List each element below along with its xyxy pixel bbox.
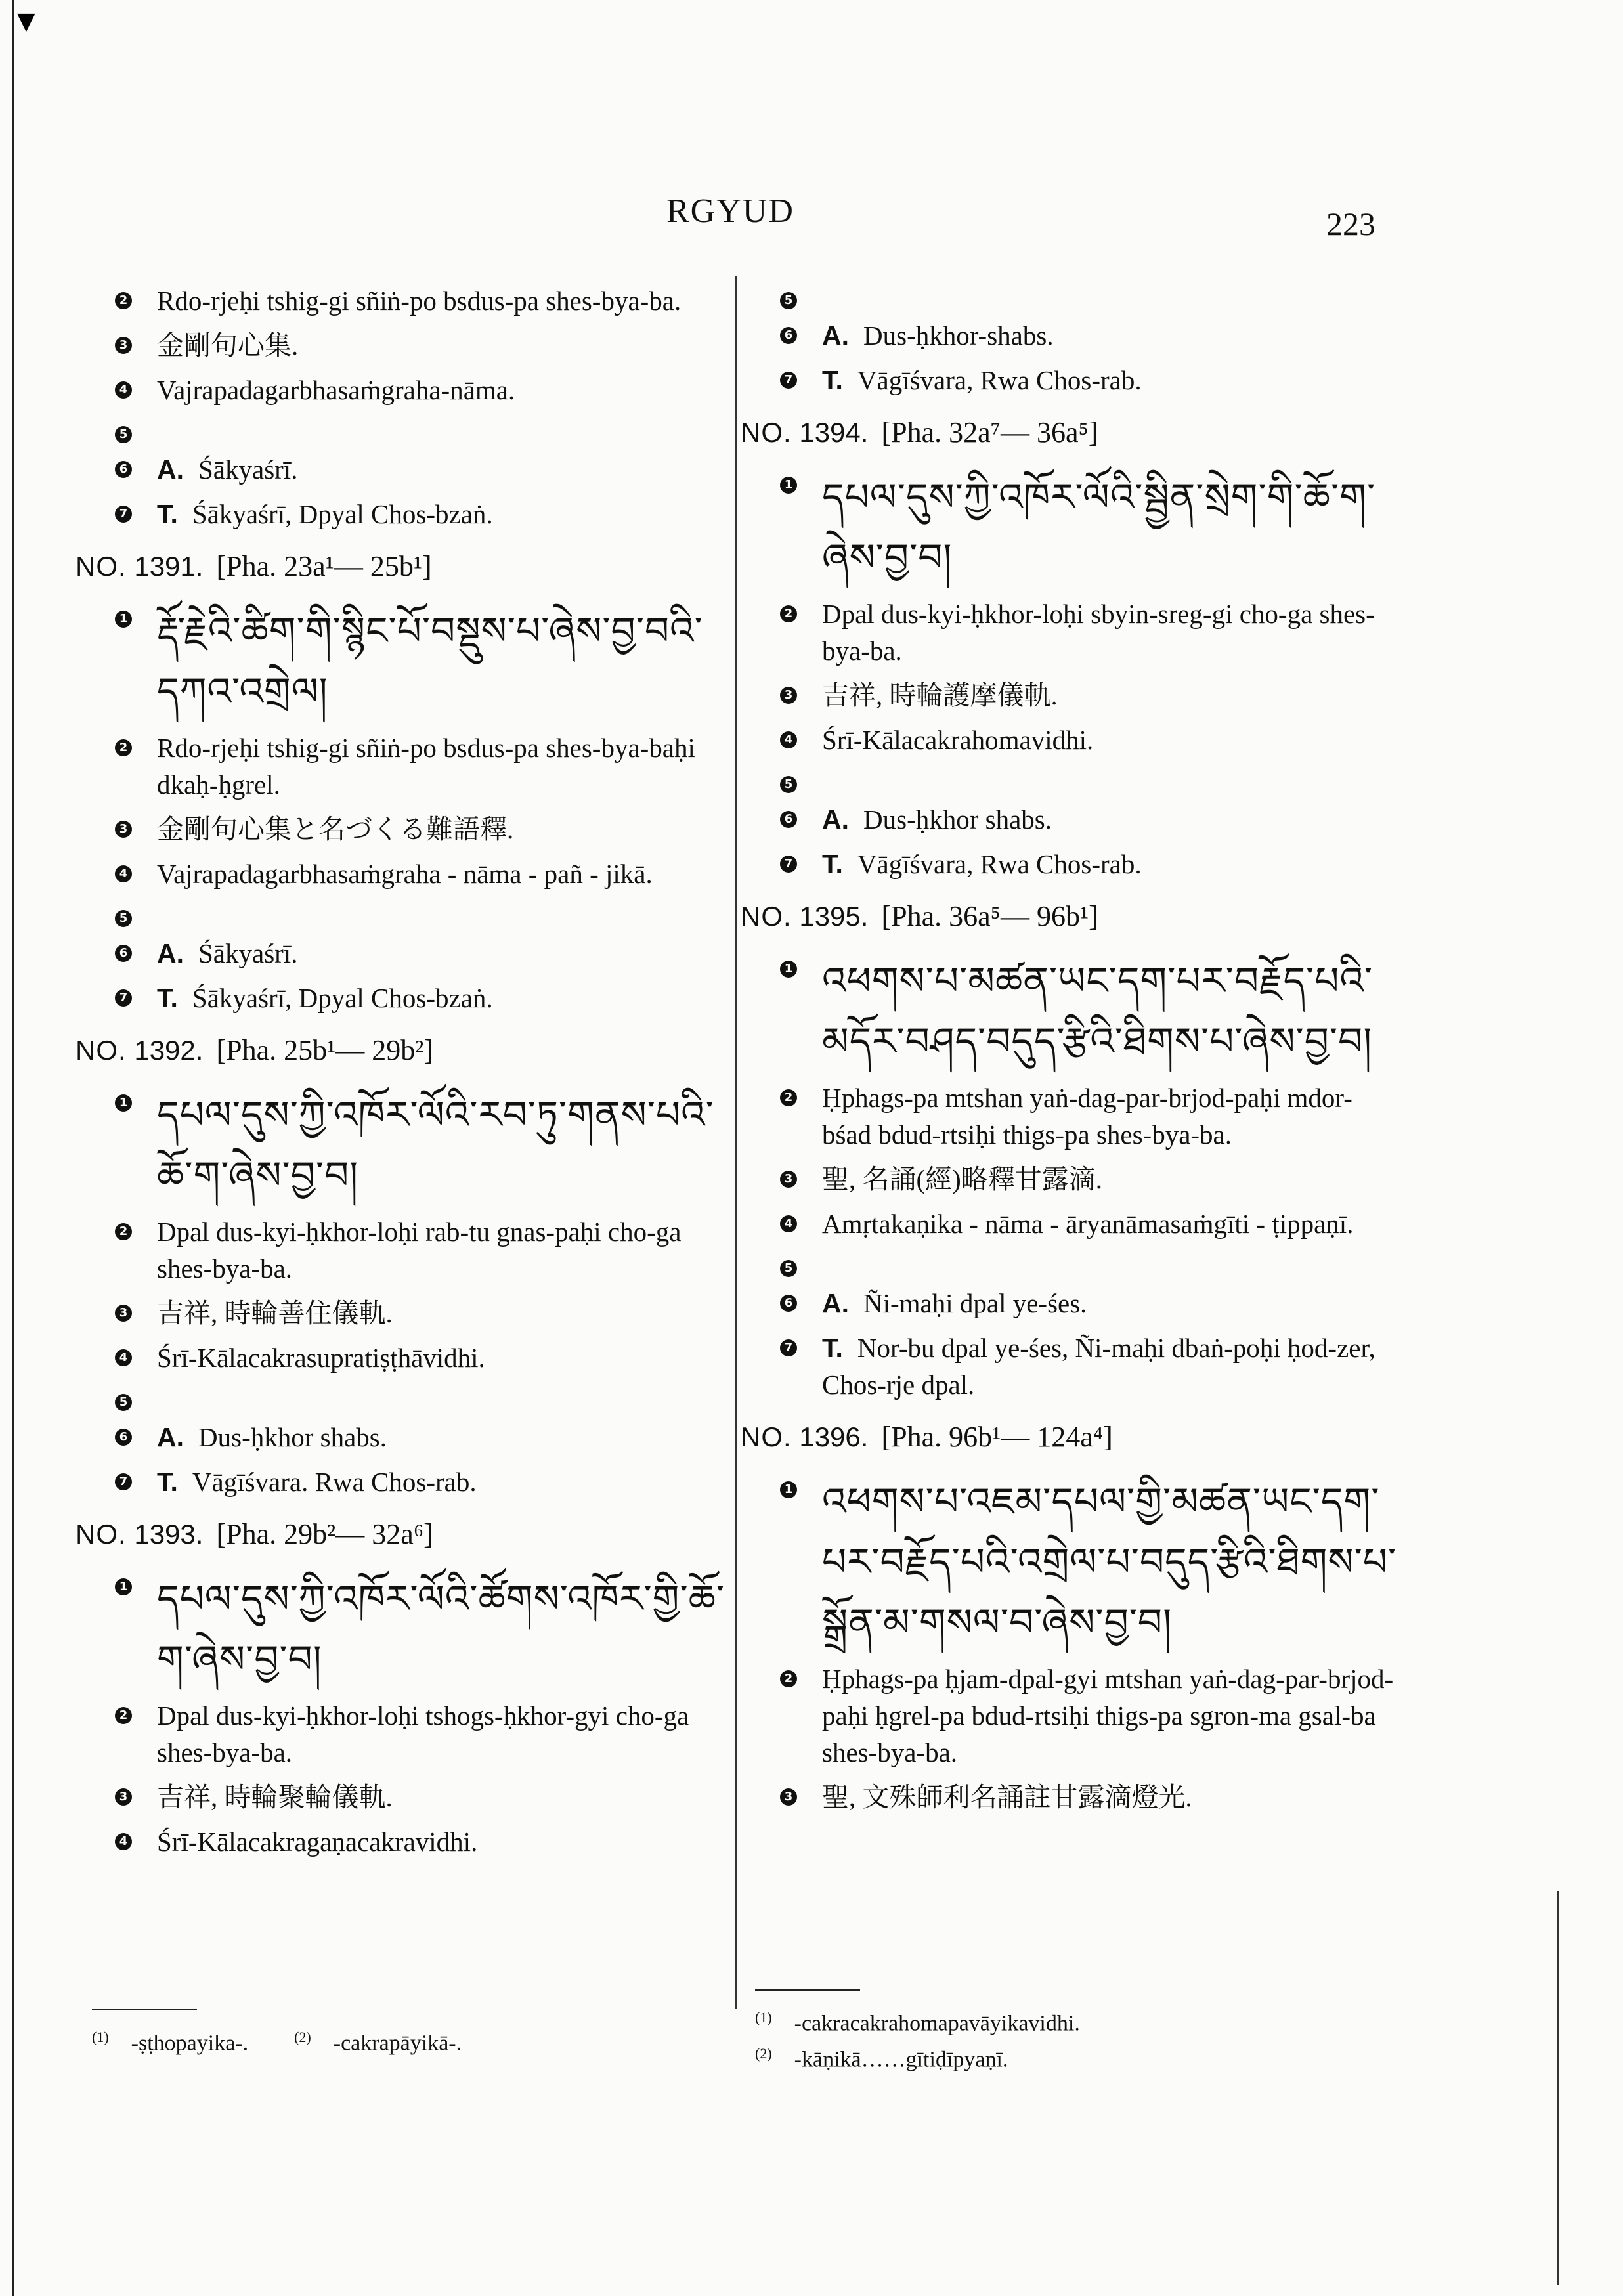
field-text	[157, 282, 732, 319]
corner-mark: ▼	[17, 8, 35, 35]
field-value: 吉祥, 時輪善住儀軌.	[157, 1298, 393, 1328]
field-value: Amṛtakaṇika - nāma - āryanāmasaṁgīti - ṭippaṇī.	[822, 1209, 1354, 1239]
field-number-badge: 5	[780, 776, 797, 793]
field-role: T.	[822, 849, 843, 879]
field-text	[157, 1213, 732, 1287]
field-text	[822, 846, 1397, 882]
entry-no-value: 1393.	[134, 1519, 204, 1549]
field-number-badge: 1	[115, 611, 132, 628]
field-text	[157, 900, 732, 926]
field-number-badge: 2	[115, 1707, 132, 1724]
entry-no-value: 1396.	[799, 1421, 869, 1452]
field-value: དཔལ་དུས་ཀྱི་འཁོར་ལོའི་ཚོགས་འཁོར་གྱི་ཆོ་ག་ཞེས་བྱ་བ།	[157, 1576, 725, 1681]
field-number-badge: 7	[115, 1473, 132, 1490]
folio-reference: [Pha. 25b¹— 29b²]	[216, 1034, 434, 1066]
entry-heading	[76, 1031, 732, 1070]
field-1	[76, 1569, 732, 1689]
folio-reference: [Pha. 23a¹— 25b¹]	[216, 550, 432, 582]
field-number-badge: 3	[780, 1171, 797, 1188]
field-number-badge: 1	[115, 1094, 132, 1112]
field-value: Śākyaśrī, Dpyal Chos-bzaṅ.	[192, 983, 493, 1013]
field-number-badge: 6	[780, 811, 797, 828]
field-value: Śākyaśrī.	[198, 454, 298, 485]
column-divider	[735, 276, 737, 2009]
field-value: Rdo-rjeḥi tshig-gi sñiṅ-po bsdus-pa shes-bya-ba.	[157, 286, 682, 316]
field-number-badge: 2	[780, 1089, 797, 1106]
entry-no-label: NO.	[741, 901, 792, 932]
field-2	[76, 1213, 732, 1287]
field-6	[76, 1419, 732, 1456]
field-number-badge: 7	[780, 372, 797, 389]
field-text	[822, 1660, 1397, 1771]
field-7	[741, 1330, 1397, 1403]
tibetan-title	[157, 1085, 732, 1205]
field-number-badge: 6	[780, 1295, 797, 1312]
field-value: Śākyaśrī, Dpyal Chos-bzaṅ.	[192, 499, 493, 529]
footnotes-left	[92, 2009, 508, 2058]
field-number-badge: 5	[115, 1394, 132, 1411]
field-value: 金剛句心集.	[157, 330, 299, 360]
field-number-badge: 2	[780, 1670, 797, 1687]
entry-no-value: 1394.	[799, 417, 869, 448]
entry-no-value: 1392.	[134, 1035, 204, 1066]
field-value: 聖, 文殊師利名誦註甘露滴燈光.	[822, 1782, 1192, 1812]
field-value: Vāgīśvara, Rwa Chos-rab.	[857, 365, 1142, 395]
field-value: Vāgīśvara. Rwa Chos-rab.	[192, 1467, 477, 1497]
field-number-badge: 7	[780, 856, 797, 873]
field-value: Ñi-maḥi dpal ye-śes.	[863, 1288, 1087, 1318]
field-number-badge: 2	[115, 292, 132, 309]
field-6	[741, 1285, 1397, 1322]
field-text	[157, 327, 732, 364]
footnote-mark: (1)	[755, 2009, 772, 2025]
entry-heading	[741, 413, 1397, 452]
field-4	[76, 856, 732, 892]
field-value: 金剛句心集と名づくる難語釋.	[157, 814, 514, 844]
field-text	[822, 722, 1397, 758]
field-text	[822, 1161, 1397, 1198]
field-text	[157, 856, 732, 892]
entry-no-label: NO.	[76, 1519, 127, 1549]
folio-reference: [Pha. 36a⁵— 96b¹]	[881, 900, 1098, 932]
entry-number	[741, 1421, 868, 1452]
footnote	[294, 2022, 462, 2058]
field-5	[76, 1384, 732, 1411]
field-text	[157, 811, 732, 848]
field-number-badge: 4	[115, 865, 132, 882]
entry-number	[76, 551, 203, 582]
field-text	[822, 801, 1397, 838]
field-7	[76, 1463, 732, 1500]
folio-reference: [Pha. 29b²— 32a⁶]	[216, 1518, 433, 1550]
field-role: A.	[157, 938, 184, 968]
footnotes-right	[755, 1989, 1080, 2075]
field-2	[741, 1079, 1397, 1153]
field-value: Ḥphags-pa ḥjam-dpal-gyi mtshan yaṅ-dag-par-brjod-paḥi ḥgrel-pa bdud-rtsiḥi thigs-pa sgron-ma gsal-ba shes-bya-ba.	[822, 1664, 1394, 1767]
entry-number	[76, 1035, 203, 1066]
field-7	[76, 496, 732, 532]
field-text	[822, 1250, 1397, 1276]
field-text	[822, 766, 1397, 792]
field-6	[76, 451, 732, 488]
field-number-badge: 5	[115, 426, 132, 443]
entry-number	[741, 417, 868, 448]
field-value: Ḥphags-pa mtshan yaṅ-dag-par-brjod-paḥi mdor-bśad bdud-rtsiḥi thigs-pa shes-bya-ba.	[822, 1083, 1352, 1150]
field-number-badge: 2	[780, 605, 797, 622]
field-3	[76, 1295, 732, 1332]
field-1	[76, 601, 732, 722]
field-value: Śrī-Kālacakrasupratiṣṭhāvidhi.	[157, 1343, 485, 1373]
field-number-badge: 6	[780, 327, 797, 344]
right-column	[741, 282, 1397, 1823]
field-text	[157, 935, 732, 972]
footnote-text: -cakracakrahomapavāyikavidhi.	[794, 2011, 1080, 2036]
field-text	[157, 496, 732, 532]
footnote-text: -ṣṭhopayika-.	[131, 2031, 249, 2056]
entry-no-label: NO.	[76, 1035, 127, 1066]
field-text	[822, 1330, 1397, 1403]
field-text	[157, 451, 732, 488]
field-7	[741, 846, 1397, 882]
field-value: Dus-ḥkhor-shabs.	[863, 320, 1054, 351]
field-number-badge: 6	[115, 1429, 132, 1446]
field-4	[741, 722, 1397, 758]
field-1	[741, 951, 1397, 1072]
field-text	[822, 1779, 1397, 1815]
field-7	[76, 980, 732, 1016]
field-text	[822, 1079, 1397, 1153]
field-3	[741, 1779, 1397, 1815]
entry-no-label: NO.	[741, 1421, 792, 1452]
field-2	[741, 1660, 1397, 1771]
field-2	[741, 596, 1397, 669]
field-3	[741, 677, 1397, 714]
tibetan-title	[157, 601, 732, 722]
field-value: དཔལ་དུས་ཀྱི་འཁོར་ལོའི་རབ་ཏུ་གནས་པའི་ཆོ་ག་ཞེས་བྱ་བ།	[157, 1093, 714, 1198]
field-text	[157, 1823, 732, 1860]
catalog-entry	[76, 1515, 732, 1860]
field-number-badge: 4	[115, 381, 132, 399]
catalog-entry	[76, 1031, 732, 1500]
field-5	[76, 900, 732, 927]
entry-no-value: 1391.	[134, 551, 204, 582]
page-title: RGYUD	[666, 192, 794, 230]
tibetan-title	[822, 1471, 1397, 1653]
field-value: Dus-ḥkhor shabs.	[198, 1422, 387, 1452]
entry-number	[741, 901, 868, 932]
field-number-badge: 6	[115, 461, 132, 478]
field-1	[741, 1471, 1397, 1653]
field-6	[741, 317, 1397, 354]
field-text	[157, 372, 732, 408]
field-value: Nor-bu dpal ye-śes, Ñi-maḥi dbaṅ-poḥi ḥod-zer, Chos-rje dpal.	[822, 1333, 1375, 1400]
field-role: T.	[157, 983, 178, 1013]
field-value: Śākyaśrī.	[198, 938, 298, 968]
folio-reference: [Pha. 32a⁷— 36a⁵]	[881, 416, 1098, 448]
field-number-badge: 3	[780, 1788, 797, 1806]
scan-edge-right	[1557, 1891, 1559, 2285]
footnote-rule	[755, 1989, 860, 1991]
field-number-badge: 5	[115, 910, 132, 927]
field-number-badge: 4	[115, 1349, 132, 1366]
field-value: འཕགས་པ་མཚན་ཡང་དག་པར་བརྗོད་པའི་མདོར་བཤད་བདུད་རྩིའི་ཐིགས་པ་ཞེས་བྱ་བ།	[822, 959, 1374, 1064]
entry-heading	[741, 1418, 1397, 1457]
footnote	[92, 2022, 248, 2058]
left-column	[76, 282, 732, 1868]
field-value: Śrī-Kālacakragaṇacakravidhi.	[157, 1827, 478, 1857]
field-value: Śrī-Kālacakrahomavidhi.	[822, 725, 1094, 755]
field-number-badge: 7	[780, 1339, 797, 1356]
field-role: A.	[822, 1288, 849, 1318]
field-value: Rdo-rjeḥi tshig-gi sñiṅ-po bsdus-pa shes-bya-baḥi dkaḥ-ḥgrel.	[157, 733, 695, 800]
field-value: Dus-ḥkhor shabs.	[863, 804, 1052, 834]
field-text	[157, 1463, 732, 1500]
footnote-rule	[92, 2009, 197, 2010]
field-number-badge: 4	[115, 1833, 132, 1850]
entry-no-label: NO.	[76, 551, 127, 582]
footnote-text: -kāṇikā……gītiḍīpyaṇī.	[794, 2047, 1008, 2072]
field-text	[157, 1697, 732, 1771]
field-value: Dpal dus-kyi-ḥkhor-loḥi sbyin-sreg-gi cho-ga shes-bya-ba.	[822, 599, 1375, 666]
field-number-badge: 4	[780, 731, 797, 748]
field-2	[76, 282, 732, 319]
field-4	[741, 1205, 1397, 1242]
field-5	[741, 766, 1397, 793]
field-2	[76, 1697, 732, 1771]
field-value: འཕགས་པ་འཇམ་དཔལ་གྱི་མཚན་ཡང་དག་པར་བརྗོད་པའི་འགྲེལ་པ་བདུད་རྩིའི་ཐིགས་པ་སྒྲོན་མ་གསལ་བ་ཞེས་བྱ་བ།	[822, 1479, 1397, 1645]
field-text	[157, 1339, 732, 1376]
field-number-badge: 1	[780, 961, 797, 978]
field-number-badge: 3	[780, 687, 797, 704]
field-text	[157, 980, 732, 1016]
field-value: དཔལ་དུས་ཀྱི་འཁོར་ལོའི་སྦྱིན་སྲེག་གི་ཆོ་ག་ཞེས་བྱ་བ།	[822, 475, 1376, 580]
field-5	[741, 282, 1397, 309]
field-number-badge: 1	[115, 1578, 132, 1595]
field-number-badge: 3	[115, 337, 132, 354]
field-text	[822, 282, 1397, 309]
folio-reference: [Pha. 96b¹— 124a⁴]	[881, 1421, 1113, 1453]
field-text	[822, 317, 1397, 354]
footnote-text: -cakrapāyikā-.	[333, 2031, 462, 2056]
field-text	[157, 1384, 732, 1410]
field-number-badge: 7	[115, 506, 132, 523]
field-text	[822, 596, 1397, 669]
field-5	[76, 416, 732, 443]
catalog-entry	[741, 897, 1397, 1403]
footnote-mark: (1)	[92, 2029, 109, 2045]
page-number: 223	[1326, 206, 1375, 242]
field-value: 吉祥, 時輪護摩儀軌.	[822, 680, 1058, 710]
field-3	[741, 1161, 1397, 1198]
tibetan-title	[157, 1569, 732, 1689]
entry-heading	[741, 897, 1397, 936]
footnote-mark: (2)	[294, 2029, 311, 2045]
field-number-badge: 5	[780, 292, 797, 309]
entry-number	[76, 1519, 203, 1549]
entry-no-label: NO.	[741, 417, 792, 448]
field-6	[741, 801, 1397, 838]
field-role: T.	[822, 365, 843, 395]
field-role: T.	[157, 1467, 178, 1497]
field-number-badge: 2	[115, 1223, 132, 1240]
field-text	[822, 362, 1397, 399]
field-value: རྡོ་རྗེའི་ཚིག་གི་སྙིང་པོ་བསྡུས་པ་ཞེས་བྱ་བའི་དཀའ་འགྲེལ།	[157, 609, 703, 714]
field-number-badge: 7	[115, 989, 132, 1007]
field-role: A.	[157, 454, 184, 485]
catalog-entry	[741, 413, 1397, 882]
field-3	[76, 1779, 732, 1815]
field-role: A.	[157, 1422, 184, 1452]
field-2	[76, 729, 732, 803]
field-text	[157, 416, 732, 443]
field-value: Vajrapadagarbhasaṁgraha-nāma.	[157, 375, 515, 405]
field-role: T.	[157, 499, 178, 529]
entry-heading	[76, 1515, 732, 1554]
field-number-badge: 5	[780, 1260, 797, 1277]
field-1	[741, 467, 1397, 588]
field-text	[822, 1285, 1397, 1322]
field-number-badge: 1	[780, 1481, 797, 1498]
field-number-badge: 6	[115, 945, 132, 962]
field-text	[157, 1295, 732, 1332]
field-text	[822, 677, 1397, 714]
field-number-badge: 1	[780, 477, 797, 494]
field-value: Dpal dus-kyi-ḥkhor-loḥi tshogs-ḥkhor-gyi cho-ga shes-bya-ba.	[157, 1700, 689, 1767]
footnote-mark: (2)	[755, 2045, 772, 2062]
catalog-entry	[76, 547, 732, 1016]
footnote	[755, 2003, 1080, 2039]
scan-edge	[12, 0, 14, 2296]
field-role: A.	[822, 804, 849, 834]
field-4	[76, 372, 732, 408]
footnote	[755, 2039, 1080, 2075]
tibetan-title	[822, 951, 1397, 1072]
field-role: T.	[822, 1333, 843, 1363]
field-7	[741, 362, 1397, 399]
entry-heading	[76, 547, 732, 586]
entry-no-value: 1395.	[799, 901, 869, 932]
field-number-badge: 2	[115, 739, 132, 756]
field-3	[76, 327, 732, 364]
field-6	[76, 935, 732, 972]
field-4	[76, 1823, 732, 1860]
catalog-entry	[741, 1418, 1397, 1815]
field-value: Dpal dus-kyi-ḥkhor-loḥi rab-tu gnas-paḥi cho-ga shes-bya-ba.	[157, 1217, 682, 1284]
field-value: 聖, 名誦(經)略釋甘露滴.	[822, 1164, 1103, 1194]
field-number-badge: 3	[115, 1788, 132, 1806]
field-role: A.	[822, 320, 849, 351]
field-number-badge: 3	[115, 1305, 132, 1322]
field-text	[157, 1419, 732, 1456]
field-value: 吉祥, 時輪聚輪儀軌.	[157, 1782, 393, 1812]
field-1	[76, 1085, 732, 1205]
field-4	[76, 1339, 732, 1376]
field-text	[157, 1779, 732, 1815]
field-value: Vajrapadagarbhasaṁgraha - nāma - pañ - jikā.	[157, 859, 653, 889]
field-text	[157, 729, 732, 803]
field-number-badge: 4	[780, 1215, 797, 1232]
field-text	[822, 1205, 1397, 1242]
field-value: Vāgīśvara, Rwa Chos-rab.	[857, 849, 1142, 879]
field-5	[741, 1250, 1397, 1277]
tibetan-title	[822, 467, 1397, 588]
field-number-badge: 3	[115, 821, 132, 838]
field-3	[76, 811, 732, 848]
